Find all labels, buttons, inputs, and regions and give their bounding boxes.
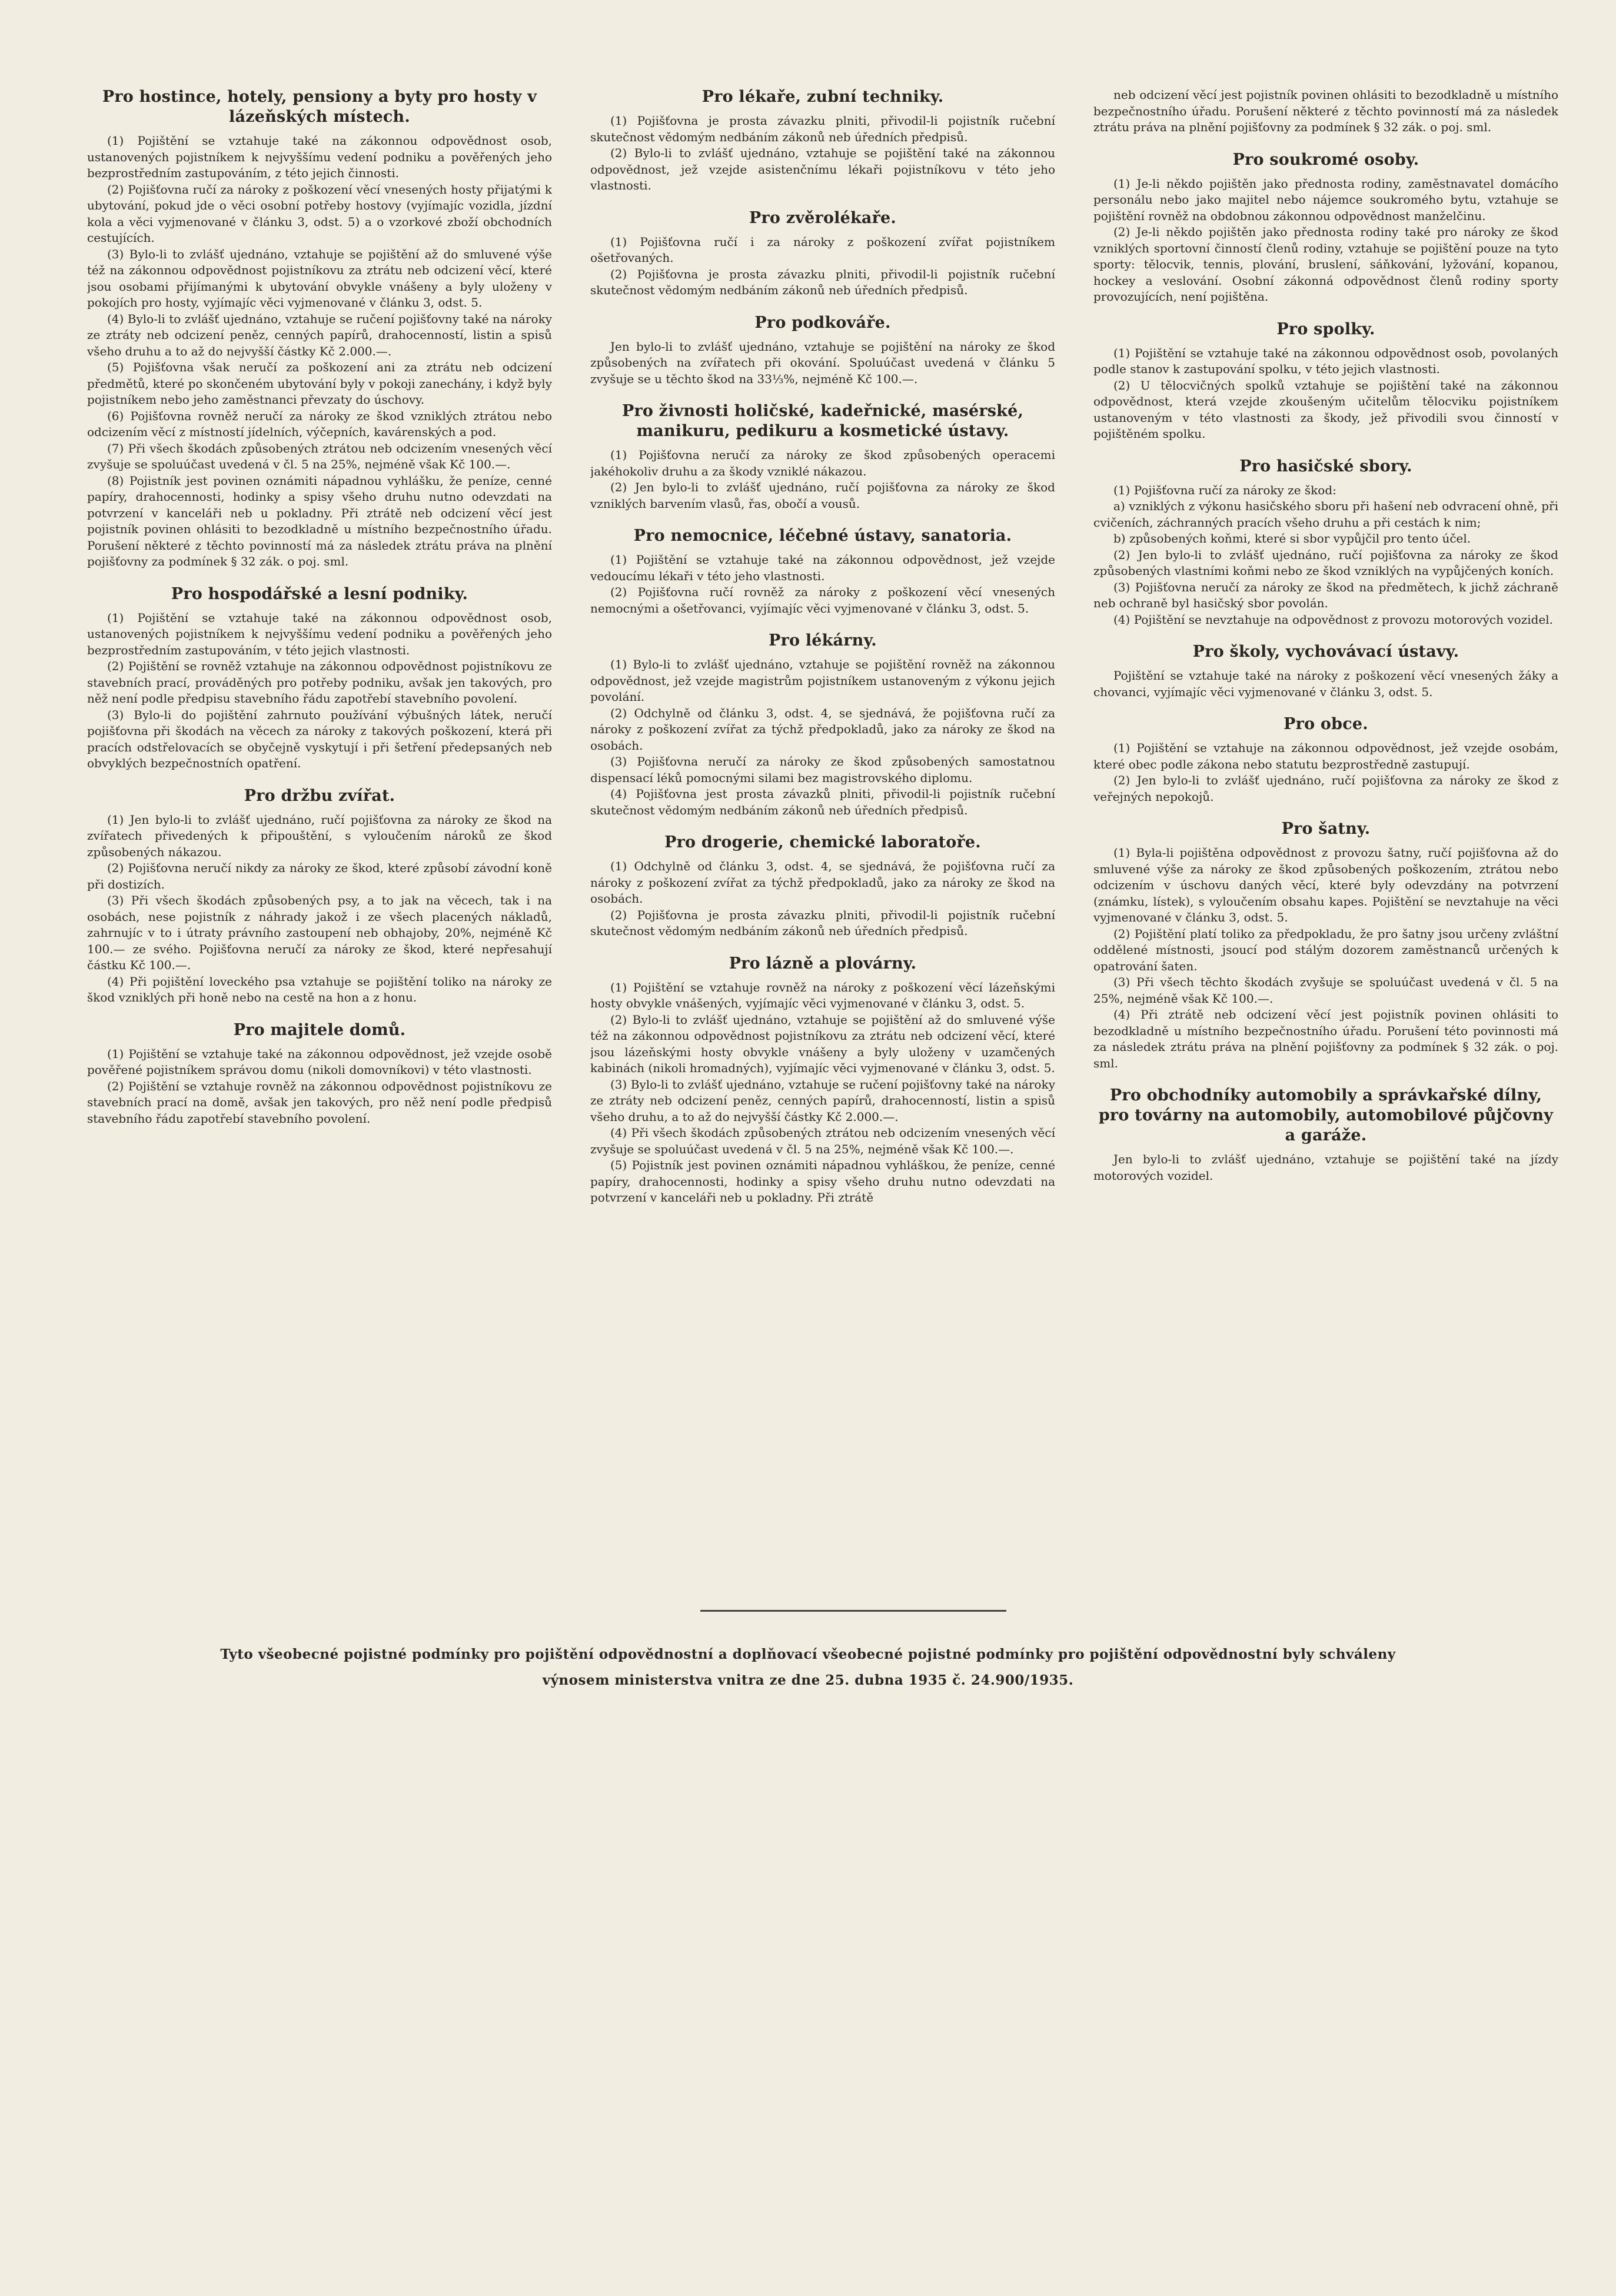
paragraph: (2) Bylo-li to zvlášť ujednáno, vztahuje se pojištění také na zákonnou odpovědnost, jež vzejde asistenčnímu lékaři pojistníkovu v této jeho vlastnosti. [590,146,1055,192]
column-middle [590,87,1055,1605]
section-heading: Pro nemocnice, léčebné ústavy, sanatoria. [633,527,1012,545]
paragraph: (3) Bylo-li to zvlášť ujednáno, vztahuje se pojištění až do smluvené výše též na zákonnou odpovědnost pojistníkovu za ztrátu neb odcizení věcí, které jsou osobami přijímanými k ubytování obvykle vnášeny a byly uloženy v pokojích pro hosty, vyjímajíc věci vyjmenované v článku 3, odst. 5. [87,247,552,310]
section-heading: Pro zvěrolékaře. [749,208,896,227]
column-right [1093,87,1558,1605]
paragraph: (1) Byla-li pojištěna odpovědnost z provozu šatny, ručí pojišťovna až do smluvené výše za nároky ze škod způsobených poškozením, ztrátou nebo odcizením v úschovu daných věcí, které byly odevzdány na potvrzení (známku, lístek), s vyloučením obsahu kapes. Pojištění se nevztahuje na věci vyjmenované v článku 3, odst. 5. [1093,846,1558,924]
column-left [87,87,552,1605]
paragraph: (2) Pojišťovna ručí rovněž za nároky z poškození věcí vnesených nemocnými a ošetřovanci, vyjímajíc věci vyjmenované v článku 3, odst. 5. [590,585,1055,615]
paragraph: (1) Bylo-li to zvlášť ujednáno, vztahuje se pojištění rovněž na zákonnou odpovědnost, jež vzejde magistrům pojistníkem ustanoveným z výkonu jejich povolání. [590,657,1055,704]
section-heading: Pro drogerie, chemické laboratoře. [664,833,981,851]
section-heading: Pro lékárny. [769,631,877,650]
paragraph: Jen bylo-li to zvlášť ujednáno, vztahuje se pojištění na nároky ze škod způsobených na zvířatech při okování. Spoluúčast uvedená v článku 5 zvyšuje se u těchto škod na 33⅓%, nejméně Kč 100.—. [590,339,1055,386]
section-heading: Pro soukromé osoby. [1232,150,1419,169]
separator-rule [700,1610,1006,1612]
paragraph: (1) Jen bylo-li to zvlášť ujednáno, ručí pojišťovna za nároky ze škod na zvířatech přivedených k připouštění, s vyloučením nároků ze škod způsobených nákazou. [87,812,552,859]
section-heading: Pro hasičské sbory. [1239,457,1412,475]
paragraph: (3) Při všech těchto škodách zvyšuje se spoluúčast uvedená v čl. 5 na 25%, nejméně však Kč 100.—. [1093,975,1558,1006]
paragraph: (1) Pojišťovna ručí i za nároky z poškození zvířat pojistníkem ošetřovaných. [590,234,1055,265]
paragraph: (2) Pojištění platí toliko za předpokladu, že pro šatny jsou určeny zvláštní oddělené místnosti, jsoucí pod stálým dozorem zaměstnanců určených k opatrování šaten. [1093,926,1558,973]
paragraph: (3) Bylo-li do pojištění zahrnuto používání výbušných látek, neručí pojišťovna při škodách na věcech za nároky z takových poškození, která při pracích odstřelovacích se obyčejně vyskytují i při šetření předepsaných neb obvyklých bezpečnostních opatření. [87,707,552,770]
paragraph: (5) Pojistník jest povinen oznámiti nápadnou vyhláškou, že peníze, cenné papíry, drahocennosti, hodinky a spisy všeho druhu nutno odevzdati na potvrzení v kanceláři neb u pokladny. Při ztrátě [590,1158,1055,1204]
paragraph: (7) Při všech škodách způsobených ztrátou neb odcizením vnesených věcí zvyšuje se spoluúčast uvedená v čl. 5 na 25%, nejméně však Kč 100.—. [87,441,552,471]
paragraph: a) vzniklých z výkonu hasičského sboru při hašení neb odvracení ohně, při cvičeních, záchranných pracích všeho druhu a při cestách k nim; [1093,499,1558,530]
paragraph: (2) Pojišťovna ručí za nároky z poškození věcí vnesených hosty přijatými k ubytování, pokud jde o věci osobní potřeby hostovy (vyjímajíc vozidla, jízdní kola a věci vyjmenované v článku 3, odst. 5) a o vzorkové zboží obchodních cestujících. [87,182,552,245]
paragraph: (5) Pojišťovna však neručí za poškození ani za ztrátu neb odcizení předmětů, které po skončeném ubytování byly v pokoji zanechány, i když byly pojistníkem nebo jeho zaměstnanci převzaty do úschovy. [87,360,552,407]
paragraph: (2) Bylo-li to zvlášť ujednáno, vztahuje se pojištění až do smluvené výše též na zákonnou odpovědnost pojistníkovu za ztrátu neb odcizení věcí, které jsou lázeňskými hosty obvykle vnášeny a byly uloženy v uzamčených kabinách (nikoli hromadných), vyjímajíc věci vyjmenované v článku 3, odst. 5. [590,1012,1055,1075]
section-heading: Pro obchodníky automobily a správkařské dílny, pro továrny na automobily, automobilové půjčovny a garáže. [1098,1086,1554,1144]
paragraph: (2) Odchylně od článku 3, odst. 4, se sjednává, že pojišťovna ručí za nároky z poškození zvířat za týchž předpokladů, jako za nároky ze škod na osobách. [590,706,1055,753]
paragraph: (2) Pojišťovna je prosta závazku plniti, přivodil-li pojistník ručební skutečnost vědomým nedbáním zákonů neb úředních předpisů. [590,267,1055,297]
paragraph: (1) Pojišťovna neručí za nároky ze škod způsobených operacemi jakéhokoliv druhu a za škody vzniklé nákazou. [590,448,1055,478]
paragraph: (4) Při všech škodách způsobených ztrátou neb odcizením vnesených věcí zvyšuje se spoluúčast uvedená v čl. 5 na 25%, nejméně však Kč 100.—. [590,1126,1055,1156]
paragraph: (2) Pojišťovna je prosta závazku plniti, přivodil-li pojistník ručební skutečnost vědomým nedbáním zákonů neb úředních předpisů. [590,907,1055,938]
paragraph: (2) Jen bylo-li to zvlášť ujednáno, ručí pojišťovna za nároky ze škod z veřejných nepokojů. [1093,773,1558,804]
paragraph: neb odcizení věcí jest pojistník povinen ohlásiti to bezodkladně u místního bezpečnostního úřadu. Porušení některé z těchto povinností má za následek ztrátu práva na plnění pojišťovny za podmínek § 32 zák. o poj. sml. [1093,88,1558,134]
approval-footer [100,1642,1516,1693]
section-heading: Pro lázně a plovárny. [729,954,917,973]
paragraph: (1) Pojištění se vztahuje také na zákonnou odpovědnost osob, ustanovených pojistníkem k nejvyššímu vedení podniku a pověřených jeho bezprostředním zastupováním, v této jejich vlastnosti. [87,610,552,657]
paragraph: Jen bylo-li to zvlášť ujednáno, vztahuje se pojištění také na jízdy motorových vozidel. [1093,1152,1558,1183]
section-heading: Pro podkováře. [754,313,891,332]
paragraph: (1) Pojištění se vztahuje také na zákonnou odpovědnost osob, povolaných podle stanov k zastupování spolku, v této jejich vlastnosti. [1093,345,1558,376]
paragraph: (2) Jen bylo-li to zvlášť ujednáno, ručí pojišťovna za nároky ze škod vzniklých barvením vlasů, řas, obočí a vousů. [590,480,1055,511]
paragraph: (4) Při ztrátě neb odcizení věcí jest pojistník povinen ohlásiti to bezodkladně u místního bezpečnostního úřadu. Porušení této povinnosti má za následek ztrátu práva na plnění pojišťovny za podmínek § 32 zák. o poj. sml. [1093,1007,1558,1070]
paragraph: (6) Pojišťovna rovněž neručí za nároky ze škod vzniklých ztrátou nebo odcizením věcí z místností jídelních, výčepních, kavárenských a pod. [87,408,552,439]
section-heading: Pro majitele domů. [233,1020,406,1039]
paragraph: (1) Pojištění se vztahuje také na zákonnou odpovědnost osob, ustanovených pojistníkem k nejvyššímu vedení podniku a pověřených jeho bezprostředním zastupováním, z této jejich činnosti. [87,134,552,180]
paragraph: (2) Jen bylo-li to zvlášť ujednáno, ručí pojišťovna za nároky ze škod způsobených vlastními koňmi nebo ze škod vzniklých na vypůjčených koních. [1093,547,1558,578]
paragraph: (1) Pojišťovna ručí za nároky ze škod: [1113,483,1336,497]
paragraph: (2) Pojištění se rovněž vztahuje na zákonnou odpovědnost pojistníkovu ze stavebních prací, prováděných pro potřeby podniku, avšak jen takových, pro něž není podle předpisu stavebního řádu zapotřebí stavebního povolení. [87,659,552,706]
paragraph: (4) Bylo-li to zvlášť ujednáno, vztahuje se ručení pojišťovny také na nároky ze ztráty neb odcizení peněz, cenných papírů, drahocenností, listin a spisů všeho druhu a to až do nejvyšší částky Kč 2.000.—. [87,311,552,358]
section-heading: Pro držbu zvířat. [244,786,395,805]
section-heading: Pro hospodářské a lesní podniky. [171,584,468,603]
paragraph: (1) Pojišťovna je prosta závazku plniti, přivodil-li pojistník ručební skutečnost vědomým nedbáním zákonů neb úředních předpisů. [590,114,1055,144]
paragraph: (1) Pojištění se vztahuje také na zákonnou odpovědnost, jež vzejde vedoucímu lékaři v této jeho vlastnosti. [590,553,1055,583]
footer-line-2: výnosem ministerstva vnitra ze dne 25. dubna 1935 č. 24.900/1935. [542,1672,1074,1688]
paragraph: (8) Pojistník jest povinen oznámiti nápadnou vyhlášku, že peníze, cenné papíry, drahocennosti, hodinky a spisy všeho druhu nutno odevzdati na potvrzení v kanceláři neb u pokladny. Při ztrátě neb odcizení věcí jest pojistník povinen ohlásiti to bezodkladně u místního bezpečnostního úřadu. Porušení některé z těchto povinností má za následek ztrátu práva na plnění pojišťovny za podmínek § 32 zák. o poj. sml. [87,473,552,568]
paragraph: (2) U tělocvičných spolků vztahuje se pojištění také na zákonnou odpovědnost, která vzejde zkoušeným učitelům tělocviku pojistníkem ustanoveným v této vlastnosti za škody, jež přivodili svou činností v pojištěném spolku. [1093,378,1558,441]
paragraph: (1) Je-li někdo pojištěn jako přednosta rodiny, zaměstnavatel domácího personálu nebo jako majitel nebo nájemce soukromého bytu, vztahuje se pojištění rovněž na obdobnou zákonnou odpovědnost manželčinu. [1093,176,1558,223]
text-columns [87,87,1558,1605]
paragraph: (2) Pojištění se vztahuje rovněž na zákonnou odpovědnost pojistníkovu ze stavebních prací na domě, avšak jen takových, pro něž není podle předpisů stavebního řádu zapotřebí stavebního povolení. [87,1079,552,1126]
paragraph: (4) Při pojištění loveckého psa vztahuje se pojištění toliko na nároky ze škod vzniklých při honě nebo na cestě na hon a z honu. [87,974,552,1004]
paragraph: Pojištění se vztahuje také na nároky z poškození věcí vnesených žáky a chovanci, vyjímajíc věci vyjmenované v článku 3, odst. 5. [1093,668,1558,699]
section-heading: Pro hostince, hotely, pensiony a byty pro hosty v lázeňských místech. [102,88,537,126]
paragraph: (3) Pojišťovna neručí za nároky ze škod na předmětech, k jichž záchraně neb ochraně byl hasičský sbor povolán. [1093,580,1558,610]
section-heading: Pro šatny. [1281,820,1371,838]
paragraph: (3) Při všech škodách způsobených psy, a to jak na věcech, tak i na osobách, nese pojistník z náhrady jakož i ze všech placených nákladů, zahrnujíc v to i útraty právního zastoupení neb obhajoby, 20%, nejméně Kč 100.— ze svého. Pojišťovna neručí za nároky ze škod, které nepřesahují částku Kč 100.—. [87,893,552,972]
paragraph: (1) Odchylně od článku 3, odst. 4, se sjednává, že pojišťovna ručí za nároky z poškození zvířat za týchž předpokladů, jako za nároky ze škod na osobách. [590,859,1055,906]
paragraph: (1) Pojištění se vztahuje rovněž na nároky z poškození věcí lázeňskými hosty obvykle vnášených, vyjímajíc věci vyjmenované v článku 3, odst. 5. [590,980,1055,1010]
section-heading: Pro obce. [1284,715,1368,733]
paragraph: (3) Bylo-li to zvlášť ujednáno, vztahuje se ručení pojišťovny také na nároky ze ztráty neb odcizení peněz, cenných papírů, drahocenností, listin a spisů všeho druhu, a to až do nejvyšší částky Kč 2.000.—. [590,1077,1055,1124]
section-heading: Pro spolky. [1276,320,1375,338]
paragraph: (1) Pojištění se vztahuje také na zákonnou odpovědnost, jež vzejde osobě pověřené pojistníkem správou domu (nikoli domovníkovi) v této vlastnosti. [87,1046,552,1077]
paragraph: (4) Pojištění se nevztahuje na odpovědnost z provozu motorových vozidel. [1113,612,1554,627]
paragraph: b) způsobených koňmi, které si sbor vypůjčil pro tento účel. [1113,531,1471,545]
paragraph: (2) Pojišťovna neručí nikdy za nároky ze škod, které způsobí závodní koně při dostizích. [87,861,552,891]
section-heading: Pro živnosti holičské, kadeřnické, masérské, manikuru, pedikuru a kosmetické ústavy. [621,402,1024,440]
paragraph: (4) Pojišťovna jest prosta závazků plniti, přivodil-li pojistník ručební skutečnost vědomým nedbáním zákonů neb úředních předpisů. [590,787,1055,817]
section-heading: Pro lékaře, zubní techniky. [701,88,944,106]
paragraph: (3) Pojišťovna neručí za nároky ze škod způsobených samostatnou dispensací léků pomocnými silami bez magistrovského diplomu. [590,754,1055,785]
paragraph: (2) Je-li někdo pojištěn jako přednosta rodiny také pro nároky ze škod vzniklých sportovní činností členů rodiny, vztahuje se pojištění pouze na tyto sporty: tělocvik, tennis, plování, bruslení, sáňkování, lyžování, kopanou, hockey a veslování. Osobní zákonná odpovědnost členů rodiny sporty provozujících, není pojištěna. [1093,225,1558,304]
paragraph: (1) Pojištění se vztahuje na zákonnou odpovědnost, jež vzejde osobám, které obec podle zákona nebo statutu bezprostředně zastupují. [1093,741,1558,771]
footer-line-1: Tyto všeobecné pojistné podmínky pro pojištění odpovědnostní a doplňovací všeobecné pojistné podmínky pro pojištění odpovědnostní byly schváleny [220,1646,1396,1662]
section-heading: Pro školy, vychovávací ústavy. [1192,643,1459,661]
